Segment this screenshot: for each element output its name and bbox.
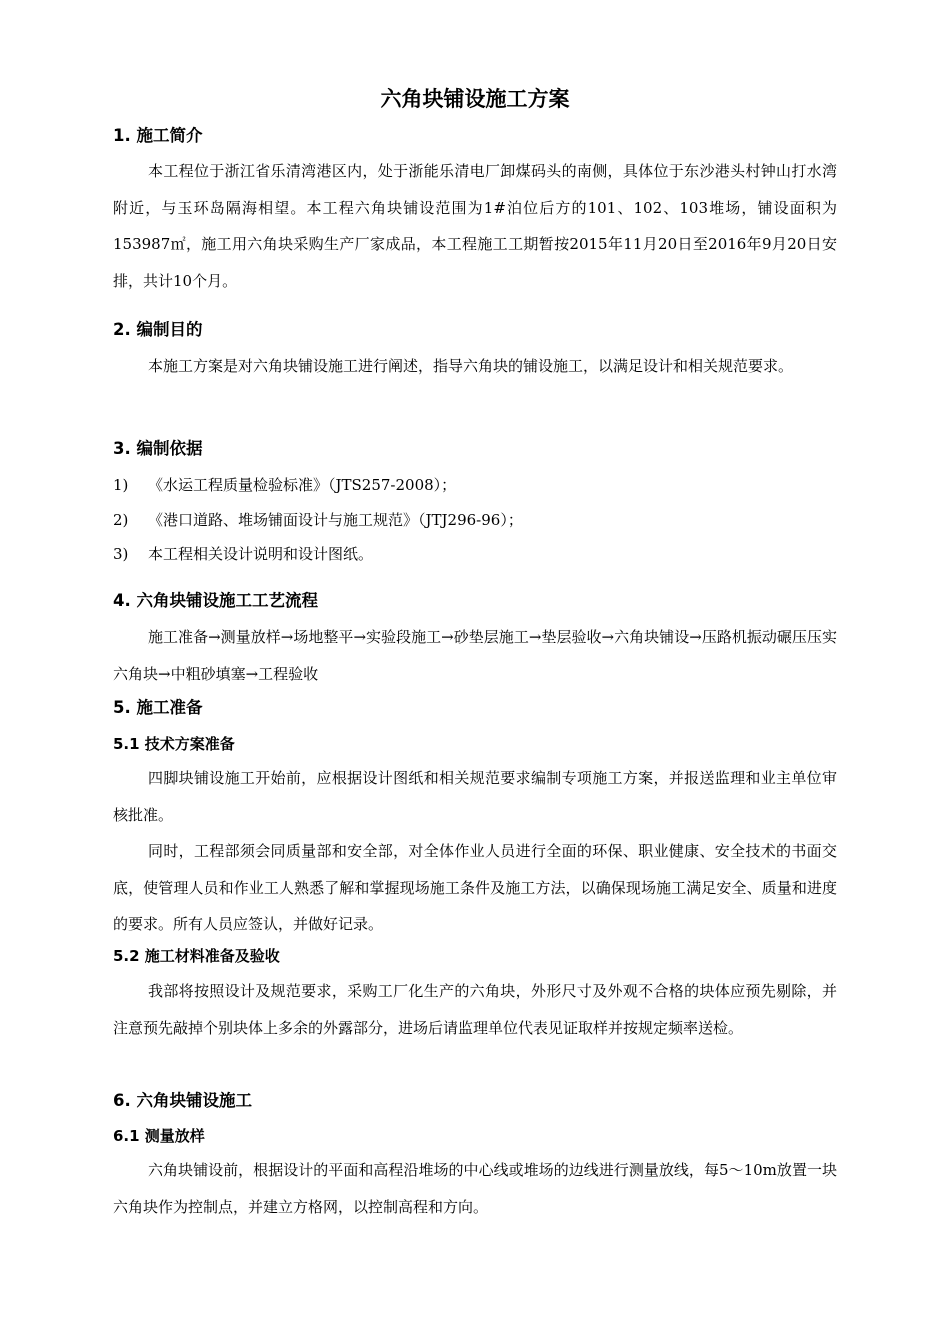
section-2-paragraph: 本施工方案是对六角块铺设施工进行阐述，指导六角块的铺设施工，以满足设计和相关规范要求。	[148, 357, 794, 375]
section-heading-2: 2. 编制目的	[113, 320, 203, 339]
list-text: 《港口道路、堆场铺面设计与施工规范》（JTJ296-96）；	[148, 511, 523, 529]
document-title: 六角块铺设施工方案	[380, 87, 570, 111]
list-text: 本工程相关设计说明和设计图纸。	[148, 545, 374, 563]
subsection-5-2-paragraph: 我部将按照设计及规范要求，采购工厂化生产的六角块，外形尺寸及外观不合格的块体应预先剔除，并注意预先敲掉个别块体上多余的外露部分，进场后请监理单位代表见证取样并按规定频率送检。	[113, 982, 837, 1037]
subsection-heading-5-1: 5.1 技术方案准备	[113, 735, 235, 753]
section-heading-3: 3. 编制依据	[113, 439, 203, 458]
list-number: 1)	[113, 476, 129, 494]
section-heading-4: 4. 六角块铺设施工工艺流程	[113, 591, 318, 610]
list-number: 2)	[113, 511, 129, 529]
section-heading-1: 1. 施工简介	[113, 126, 203, 145]
reference-list-item	[113, 543, 837, 565]
reference-list-item	[113, 509, 837, 531]
list-text: 《水运工程质量检验标准》（JTS257-2008）；	[148, 476, 457, 494]
section-4-paragraph: 施工准备→测量放样→场地整平→实验段施工→砂垫层施工→垫层验收→六角块铺设→压路机振动碾压压实六角块→中粗砂填塞→工程验收	[113, 628, 837, 683]
section-1-paragraph: 本工程位于浙江省乐清湾港区内，处于浙能乐清电厂卸煤码头的南侧，具体位于东沙港头村钟山打水湾附近，与玉环岛隔海相望。本工程六角块铺设范围为1#泊位后方的101、102、103堆场，铺设面积为153987㎡，施工用六角块采购生产厂家成品，本工程施工工期暂按2015年11月20日至2016年9月20日安排，共计10个月。	[113, 162, 837, 290]
subsection-heading-5-2: 5.2 施工材料准备及验收	[113, 947, 280, 965]
reference-list-item	[113, 474, 837, 496]
subsection-5-1-paragraph-2: 同时，工程部须会同质量部和安全部，对全体作业人员进行全面的环保、职业健康、安全技术的书面交底，使管理人员和作业工人熟悉了解和掌握现场施工条件及施工方法，以确保现场施工满足安全、质量和进度的要求。所有人员应签认，并做好记录。	[113, 842, 837, 933]
subsection-5-1-paragraph-1: 四脚块铺设施工开始前，应根据设计图纸和相关规范要求编制专项施工方案，并报送监理和业主单位审核批准。	[113, 769, 837, 824]
section-heading-6: 6. 六角块铺设施工	[113, 1091, 252, 1110]
list-number: 3)	[113, 545, 129, 563]
section-heading-5: 5. 施工准备	[113, 698, 203, 717]
subsection-6-1-paragraph: 六角块铺设前，根据设计的平面和高程沿堆场的中心线或堆场的边线进行测量放线，每5～10m放置一块六角块作为控制点，并建立方格网，以控制高程和方向。	[113, 1161, 837, 1216]
subsection-heading-6-1: 6.1 测量放样	[113, 1127, 205, 1145]
